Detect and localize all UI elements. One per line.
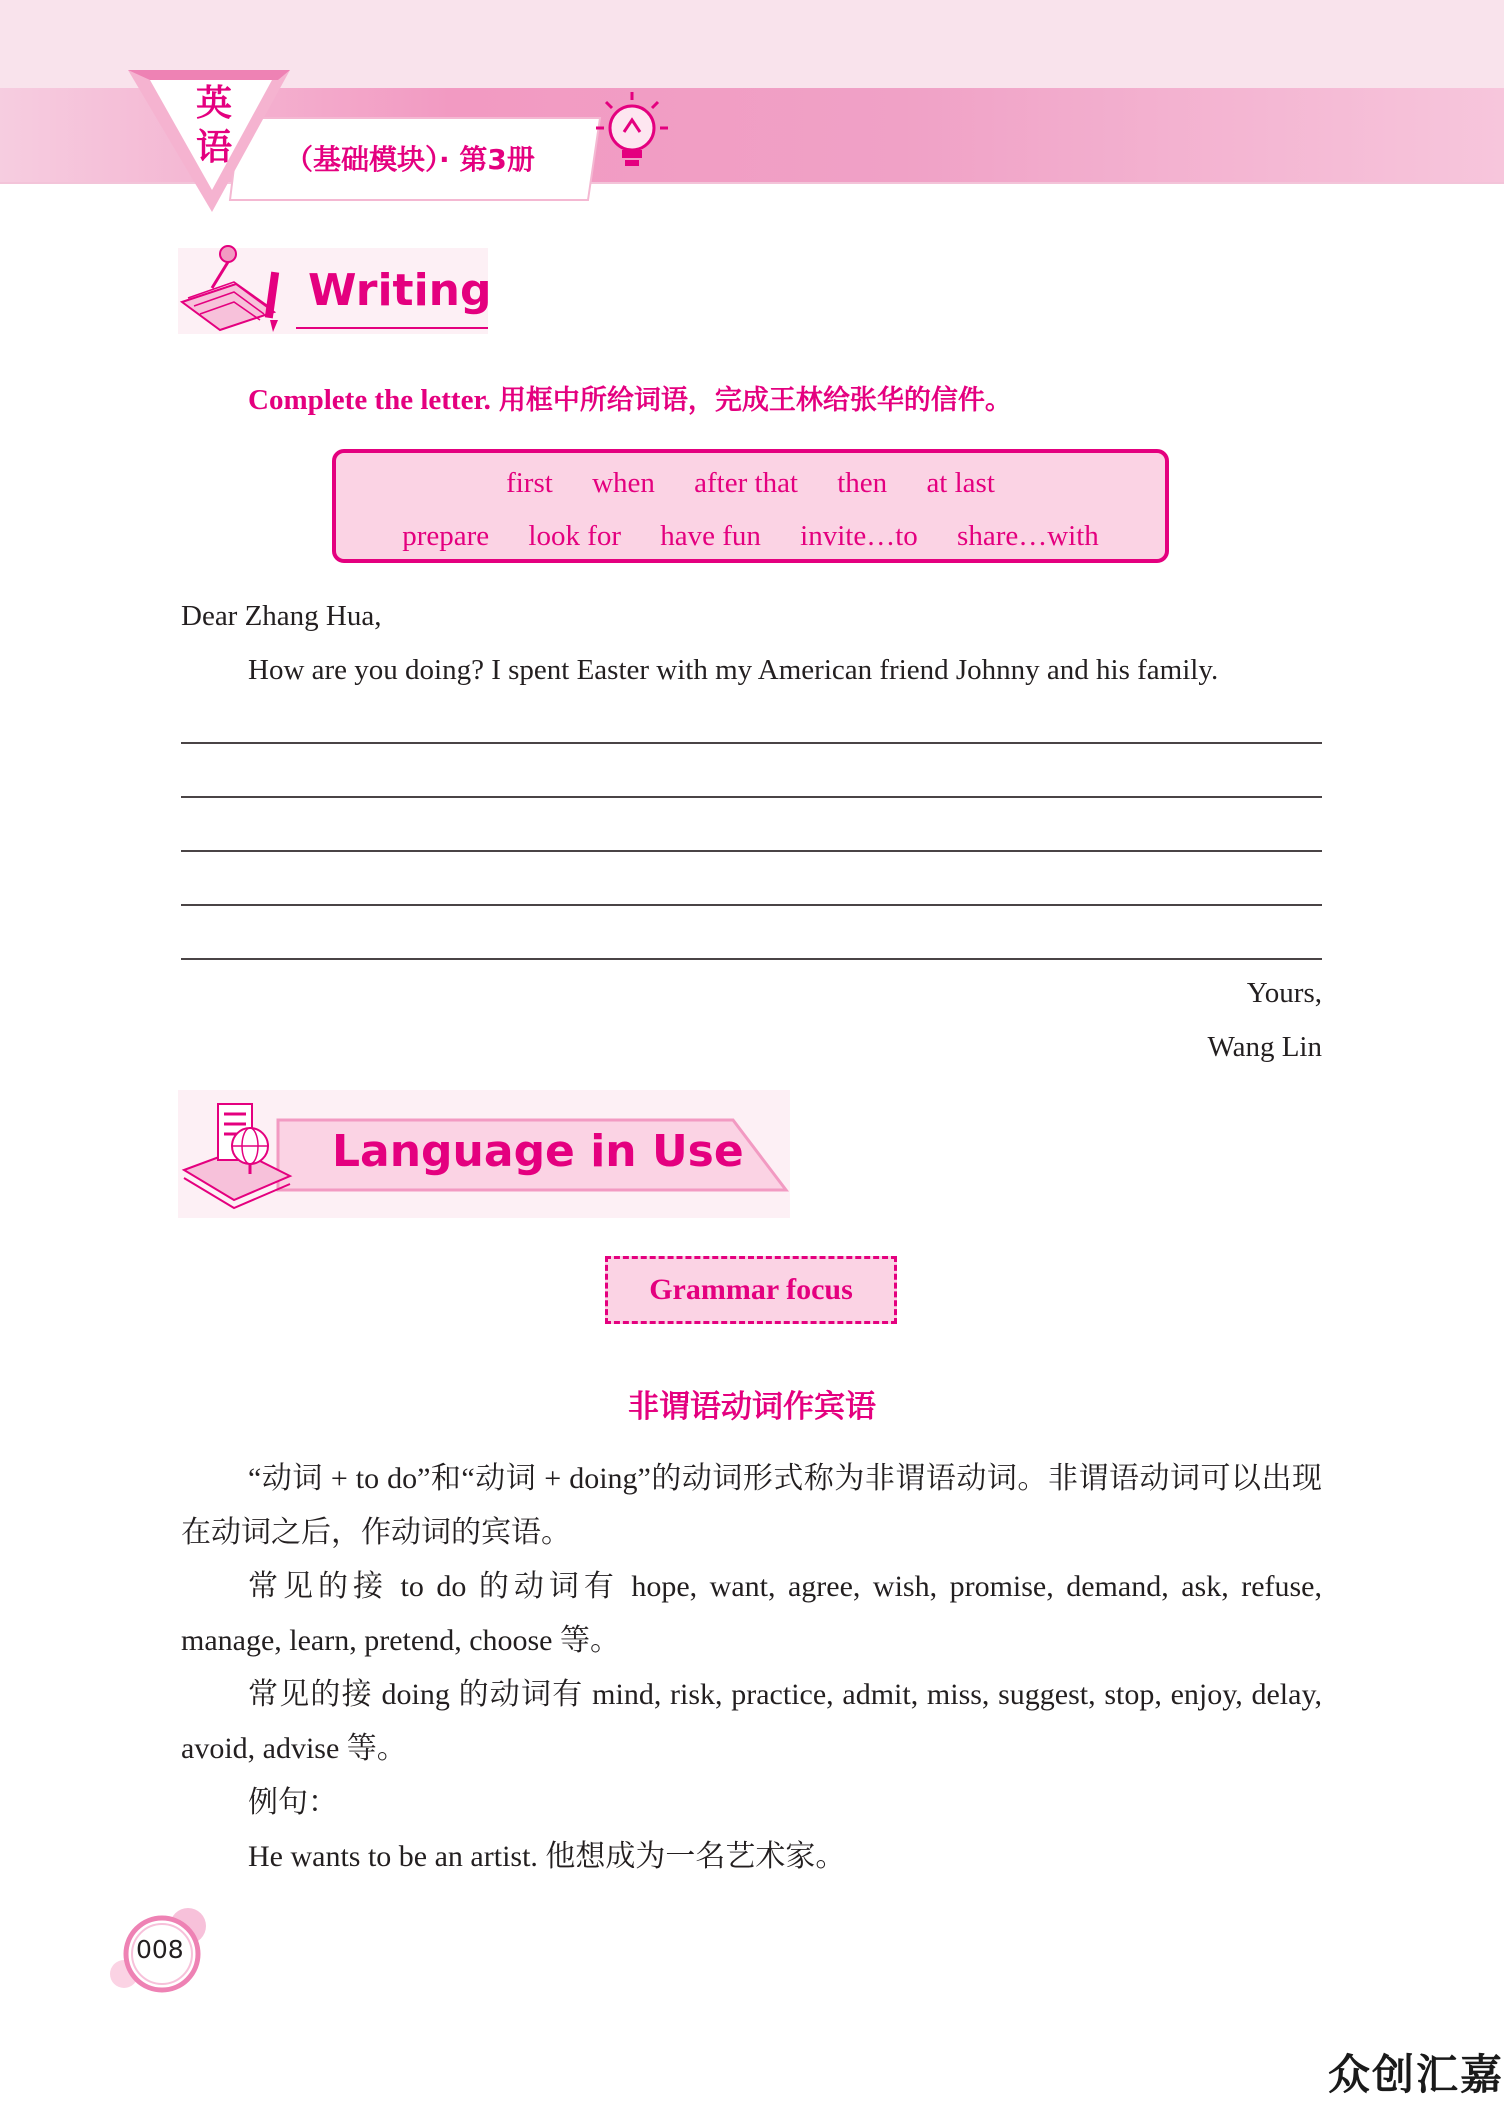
grammar-focus-label: Grammar focus bbox=[605, 1256, 897, 1324]
writing-blank-line[interactable] bbox=[181, 850, 1322, 852]
word-option: have fun bbox=[660, 520, 761, 552]
writing-blank-line[interactable] bbox=[181, 958, 1322, 960]
example-label: 例句： bbox=[248, 1786, 338, 1819]
language-in-use-title: Language in Use bbox=[332, 1126, 744, 1177]
watermark: 众创汇嘉 bbox=[1327, 2050, 1504, 2099]
subject-char-1: 英 bbox=[195, 83, 232, 124]
lightbulb-icon bbox=[596, 92, 668, 166]
subject-char-2: 语 bbox=[195, 127, 232, 168]
book-title: （基础模块）· 第3册 bbox=[285, 143, 535, 176]
writing-blank-line[interactable] bbox=[181, 742, 1322, 744]
letter-opening-line: How are you doing? I spent Easter with my American friend Johnny and his family. bbox=[248, 654, 1219, 686]
writing-instruction bbox=[248, 378, 1012, 417]
grammar-heading: 非谓语动词作宾语 bbox=[628, 1389, 876, 1425]
word-box-row-2 bbox=[336, 520, 1165, 553]
word-box bbox=[332, 449, 1169, 563]
writing-blank-line[interactable] bbox=[181, 904, 1322, 906]
letter-salutation: Dear Zhang Hua, bbox=[181, 600, 382, 632]
word-option: after that bbox=[694, 467, 798, 499]
word-option: prepare bbox=[402, 520, 490, 552]
grammar-paragraph-2: 常见的接 to do 的动词有 hope, want, agree, wish, promise, demand, ask, refuse, manage, learn, pretend, choose 等。 bbox=[181, 1570, 1322, 1657]
page-number: 008 bbox=[136, 1935, 184, 1964]
word-option: then bbox=[837, 467, 888, 499]
grammar-paragraph-1: “动词 + to do”和“动词 + doing”的动词形式称为非谓语动词。非谓语动词可以出现在动词之后，作动词的宾语。 bbox=[181, 1462, 1322, 1549]
word-option: invite…to bbox=[800, 520, 918, 552]
word-option: at last bbox=[926, 467, 995, 499]
word-option: look for bbox=[528, 520, 622, 552]
letter-signature: Wang Lin bbox=[1207, 1031, 1322, 1063]
grammar-paragraph-3: 常见的接 doing 的动词有 mind, risk, practice, admit, miss, suggest, stop, enjoy, delay, avoid, advise 等。 bbox=[181, 1678, 1322, 1765]
writing-section-title: Writing bbox=[308, 265, 492, 316]
instruction-chinese: 用框中所给词语，完成王林给张华的信件。 bbox=[498, 385, 1012, 416]
word-option: first bbox=[506, 467, 553, 499]
word-option: share…with bbox=[957, 520, 1099, 552]
instruction-english: Complete the letter. bbox=[248, 384, 491, 416]
writing-blank-line[interactable] bbox=[181, 796, 1322, 798]
example-sentence: He wants to be an artist. 他想成为一名艺术家。 bbox=[248, 1840, 846, 1873]
word-box-row-1 bbox=[336, 467, 1165, 500]
letter-closing: Yours, bbox=[1246, 977, 1322, 1009]
word-option: when bbox=[592, 467, 655, 499]
